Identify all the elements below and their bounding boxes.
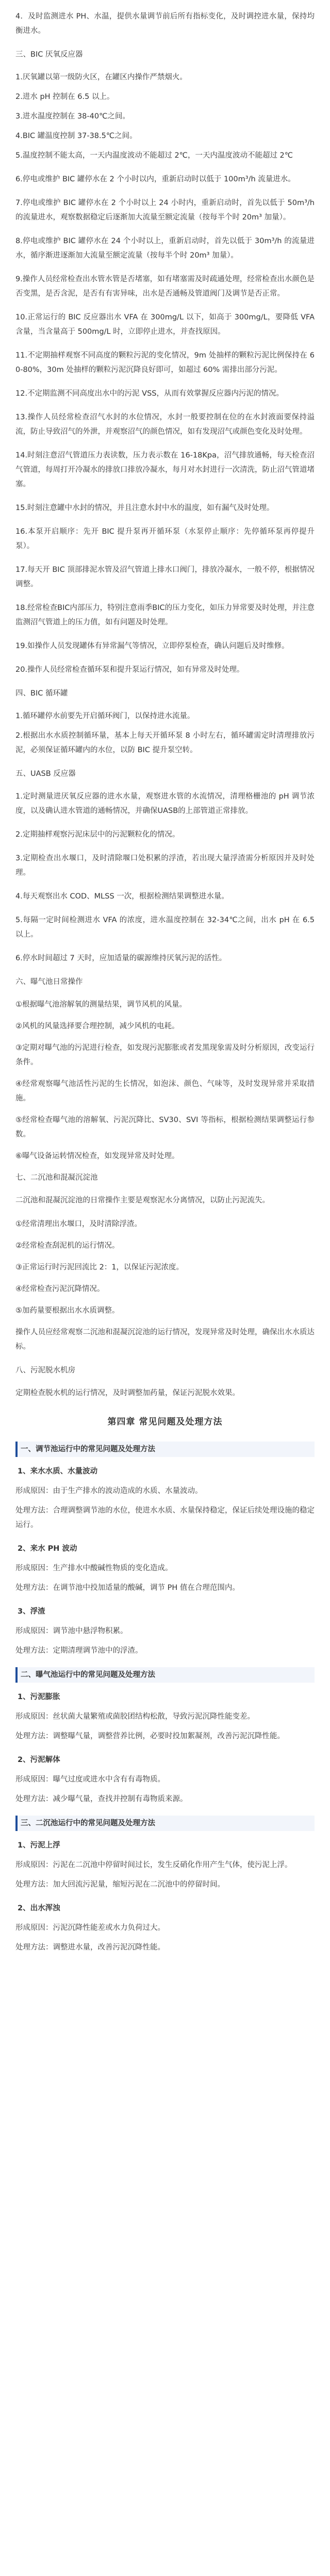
- problem-fix: 处理方法：减少曝气量，查找并控制有毒物质来源。: [15, 1795, 188, 1803]
- list-item: 10.正常运行的 BIC 反应器出水 VFA 在 300mg/L 以下，如高于 300mg/L，要降低 VFA 含量，当含量高于 500mg/L 时，立即停止进水，并查找原因。: [15, 313, 315, 336]
- section-bar-adjustment: 一、调节池运行中的常见问题及处理方法: [15, 1442, 315, 1457]
- list-item: 16.本泵开启顺序：先开 BIC 提升泵再开循环泵（水泵停止顺序：先停循环泵再停提升泵）。: [15, 528, 315, 550]
- problem-cause: 形成原因：丝状菌大量繁殖或菌胶团结构松散，导致污泥沉降性能变差。: [15, 1713, 255, 1721]
- list-item: ②风机的风量选择要合理控制，减少风机的电耗。: [15, 1022, 179, 1030]
- problem-heading: 1、来水水质、水量波动: [18, 1467, 98, 1476]
- list-item: ④经常检查污泥沉降情况。: [15, 1285, 105, 1293]
- paragraph: 4．及时监测进水 PH、水温，提供水量调节前后所有指标变化，及时调控进水量，保持均衡进水。: [15, 12, 315, 35]
- list-item: 4.BIC 罐温度控制 37-38.5℃之间。: [15, 132, 137, 140]
- problem-fix: 处理方法：在调节池中投加适量的酸碱，调节 PH 值在合理范围内。: [15, 1584, 240, 1592]
- list-item: 14.时刻注意沼气管道压力表读数，压力表示数在 16-18Kpa，沼气排放通畅，每天检查沼气管道，每周打开冷凝水的排放口排放冷凝水，每月对水封进行一次清洗，防止沼气管道堵塞。: [15, 451, 315, 488]
- section-heading-clarifier: 七、二沉池和混凝沉淀池: [15, 1174, 98, 1182]
- list-item: ⑤加药量要根据出水水质调整。: [15, 1307, 120, 1315]
- list-item: 18.经常检查BIC内部压力，特别注意雨季BIC的压力变化，如压力异常要及时处理，并注意监测沼气管道上的压力值，如有问题及时处理。: [15, 604, 315, 626]
- problem-cause: 形成原因：调节池中悬浮物积累。: [15, 1627, 128, 1635]
- problem-cause: 形成原因：由于生产排水的波动造成的水质、水量波动。: [15, 1487, 203, 1495]
- problem-heading: 1、污泥上浮: [18, 1841, 60, 1850]
- list-item: 17.每天开 BIC 顶部排泥水管及沼气管道上排水口阀门，排放冷凝水，一般不停，根据情况调整。: [15, 566, 315, 588]
- list-item: 3.进水温度控制在 38-40℃之间。: [15, 112, 130, 121]
- list-item: 6.停电或维护 BIC 罐停水在 2 个小时以内，重新启动时以低于 100m³/h 流量进水。: [15, 175, 295, 183]
- section-heading-aeration: 六、曝气池日常操作: [15, 978, 83, 986]
- list-item: 2.定期抽样观察污泥床层中的污泥颗粒化的情况。: [15, 831, 180, 839]
- problem-cause: 形成原因：曝气过度或进水中含有有毒物质。: [15, 1775, 165, 1784]
- list-item: 2.进水 pH 控制在 6.5 以上。: [15, 93, 114, 101]
- list-item: ⑤经常检查曝气池的溶解氧、污泥沉降比、SV30、SVI 等指标，根据检测结果调整运行参数。: [15, 1116, 315, 1139]
- problem-fix: 处理方法：合理调整调节池的水位，使进水水质、水量保持稳定，保证后续处理设施的稳定运行。: [15, 1506, 315, 1529]
- problem-fix: 处理方法：定期清理调节池中的浮渣。: [15, 1647, 143, 1655]
- list-item: ⑥曝气设备运转情况检查，如发现异常及时处理。: [15, 1152, 179, 1160]
- list-item: 7.停电或维护 BIC 罐停水在 2 个小时以上 24 小时内，重新启动时，首先以低于 50m³/h 的流量进水，观察数据稳定后逐渐加大流量至额定流量（按每半个时 20m³ 加量）。: [15, 199, 315, 222]
- list-item: 13.操作人员经常检查沼气水封的水位情况，水封一般要控制在位的在水封液面要保持溢流，防止导致沼气的外泄，并观察沼气的颜色情况，如有发现沼气或颜色变化及时处理。: [15, 413, 315, 436]
- list-item: 20.操作人员经常检查循环泵和提升泵运行情况，如有异常及时处理。: [15, 666, 244, 674]
- section-heading-bic: 三、BIC 厌氧反应器: [15, 50, 83, 59]
- list-item: ③定期对曝气池的污泥进行检查，如发现污泥膨胀或者发黑现象需及时分析原因，改变运行条件。: [15, 1044, 315, 1066]
- problem-heading: 3、浮渣: [18, 1607, 45, 1616]
- list-item: ①经常清理出水堰口，及时清除浮渣。: [15, 1220, 142, 1228]
- section-heading-sludge: 八、污泥脱水机房: [15, 1366, 75, 1375]
- list-item: 1.定时测量进厌氧反应器的进水水量，观察进水管的水流情况，清理格栅池的 pH 调节浓度，以及确认进水管道的通畅情况，并确保UASB的上部管道正常排放。: [15, 792, 315, 815]
- list-item: 1.厌氧罐以第一级防火区，在罐区内操作严禁烟火。: [15, 73, 187, 81]
- list-item: ③正常运行时污泥回流比 2：1，以保证污泥浓度。: [15, 1263, 184, 1272]
- list-item: 2.根据出水水质控制循环量，基本上每天开循环泵 8 小时左右，循环罐需定时清理排放污泥，必须保证循环罐内的水位，以防 BIC 提升泵空转。: [15, 732, 315, 754]
- problem-fix: 处理方法：调整进水量，改善污泥沉降性能。: [15, 1943, 165, 1952]
- list-item: ①根据曝气池溶解氧的测量结果，调节风机的风量。: [15, 1001, 187, 1009]
- list-item: 5.每隔一定时间检测进水 VFA 的浓度，进水温度控制在 32-34℃之间，出水 pH 在 6.5 以上。: [15, 916, 315, 939]
- problem-heading: 1、污泥膨胀: [18, 1693, 60, 1701]
- problem-cause: 形成原因：生产排水中酸碱性物质的变化造成。: [15, 1564, 173, 1572]
- list-item: 19.如操作人员发现罐体有异常漏气等情况，立即停泵检查，确认问题后及时维修。: [15, 642, 289, 650]
- list-item: 9.操作人员经常检查出水管水管是否堵塞，如有堵塞需及时疏通处理，经常检查出水颜色是否变黑，是否含泥，是否有有害异味，出水是否通畅及管道阀门及调节是否正常。: [15, 275, 315, 298]
- paragraph: 定期检查脱水机的运行情况，及时调整加药量，保证污泥脱水效果。: [15, 1389, 240, 1397]
- problem-cause: 形成原因：污泥在二沉池中停留时间过长，发生反硝化作用产生气体，使污泥上浮。: [15, 1861, 292, 1869]
- list-item: 15.时刻注意罐中水封的情况，并且注意水封中水的温度，如有漏气及时处理。: [15, 504, 274, 512]
- section-heading-bic-cycle: 四、BIC 循环罐: [15, 689, 68, 698]
- problem-heading: 2、出水浑浊: [18, 1904, 60, 1912]
- section-bar-aeration: 二、曝气池运行中的常见问题及处理方法: [15, 1667, 315, 1683]
- problem-cause: 形成原因：污泥沉降性能差或水力负荷过大。: [15, 1924, 165, 1932]
- list-item: 8.停电或维护 BIC 罐停水在 24 个小时以上，重新启动时，首先以低于 30m³/h 的流量进水，循序渐进逐渐加大流量至额定流量（按每半个时 20m³ 加量）。: [15, 237, 315, 260]
- section-heading-uasb: 五、UASB 反应器: [15, 770, 76, 778]
- problem-fix: 处理方法：加大回流污泥量，缩短污泥在二沉池中的停留时间。: [15, 1880, 225, 1889]
- section-bar-secondary-clarifier: 三、二沉池运行中的常见问题及处理方法: [15, 1816, 315, 1831]
- list-item: 4.每天观察出水 COD、MLSS 一次，根据检测结果调整进水量。: [15, 892, 229, 901]
- list-item: 5.温度控制不能太高，一天内温度波动不能超过 2℃，一天内温度波动不能超过 2℃: [15, 151, 293, 160]
- list-item: 3.定期检查出水堰口，及时清除堰口处积累的浮渣，若出现大量浮渣需分析原因并及时处理。: [15, 854, 315, 877]
- list-item: 1.循环罐停水前要先开启循环阀门，以保持进水流量。: [15, 712, 195, 720]
- list-item: 11.不定期抽样观察不同高度的颗粒污泥的变化情况，9m 处抽样的颗粒污泥比例保持在 60-80%，30m 处抽样的颗粒污泥沉降良好即可，如超过 60% 需排出部分污泥。: [15, 351, 315, 374]
- problem-heading: 2、来水 PH 波动: [18, 1545, 77, 1553]
- paragraph: 操作人员应经常观察二沉池和混凝沉淀池的运行情况，发现异常及时处理，确保出水水质达标。: [15, 1328, 315, 1351]
- paragraph: 二沉池和混凝沉淀池的日常操作主要是观察泥水分离情况，以防止污泥流失。: [15, 1196, 270, 1205]
- chapter-title: 第四章 常见问题及处理方法: [107, 1417, 223, 1427]
- problem-fix: 处理方法：调整曝气量，调整营养比例，必要时投加絮凝剂，改善污泥沉降性能。: [15, 1732, 285, 1740]
- list-item: ④经常观察曝气池活性污泥的生长情况，如泡沫、颜色、气味等，及时发现异常并采取措施。: [15, 1080, 315, 1103]
- list-item: 6.停水时间超过 7 天时，应加适量的碳源维持厌氧污泥的活性。: [15, 954, 227, 962]
- document-body: [15, 9, 315, 1955]
- list-item: 12.不定期监测不同高度出水中的污泥 VSS，从而有效掌握反应器内污泥的情况。: [15, 389, 284, 398]
- list-item: ②经常检查刮泥机的运行情况。: [15, 1242, 120, 1250]
- problem-heading: 2、污泥解体: [18, 1756, 60, 1764]
